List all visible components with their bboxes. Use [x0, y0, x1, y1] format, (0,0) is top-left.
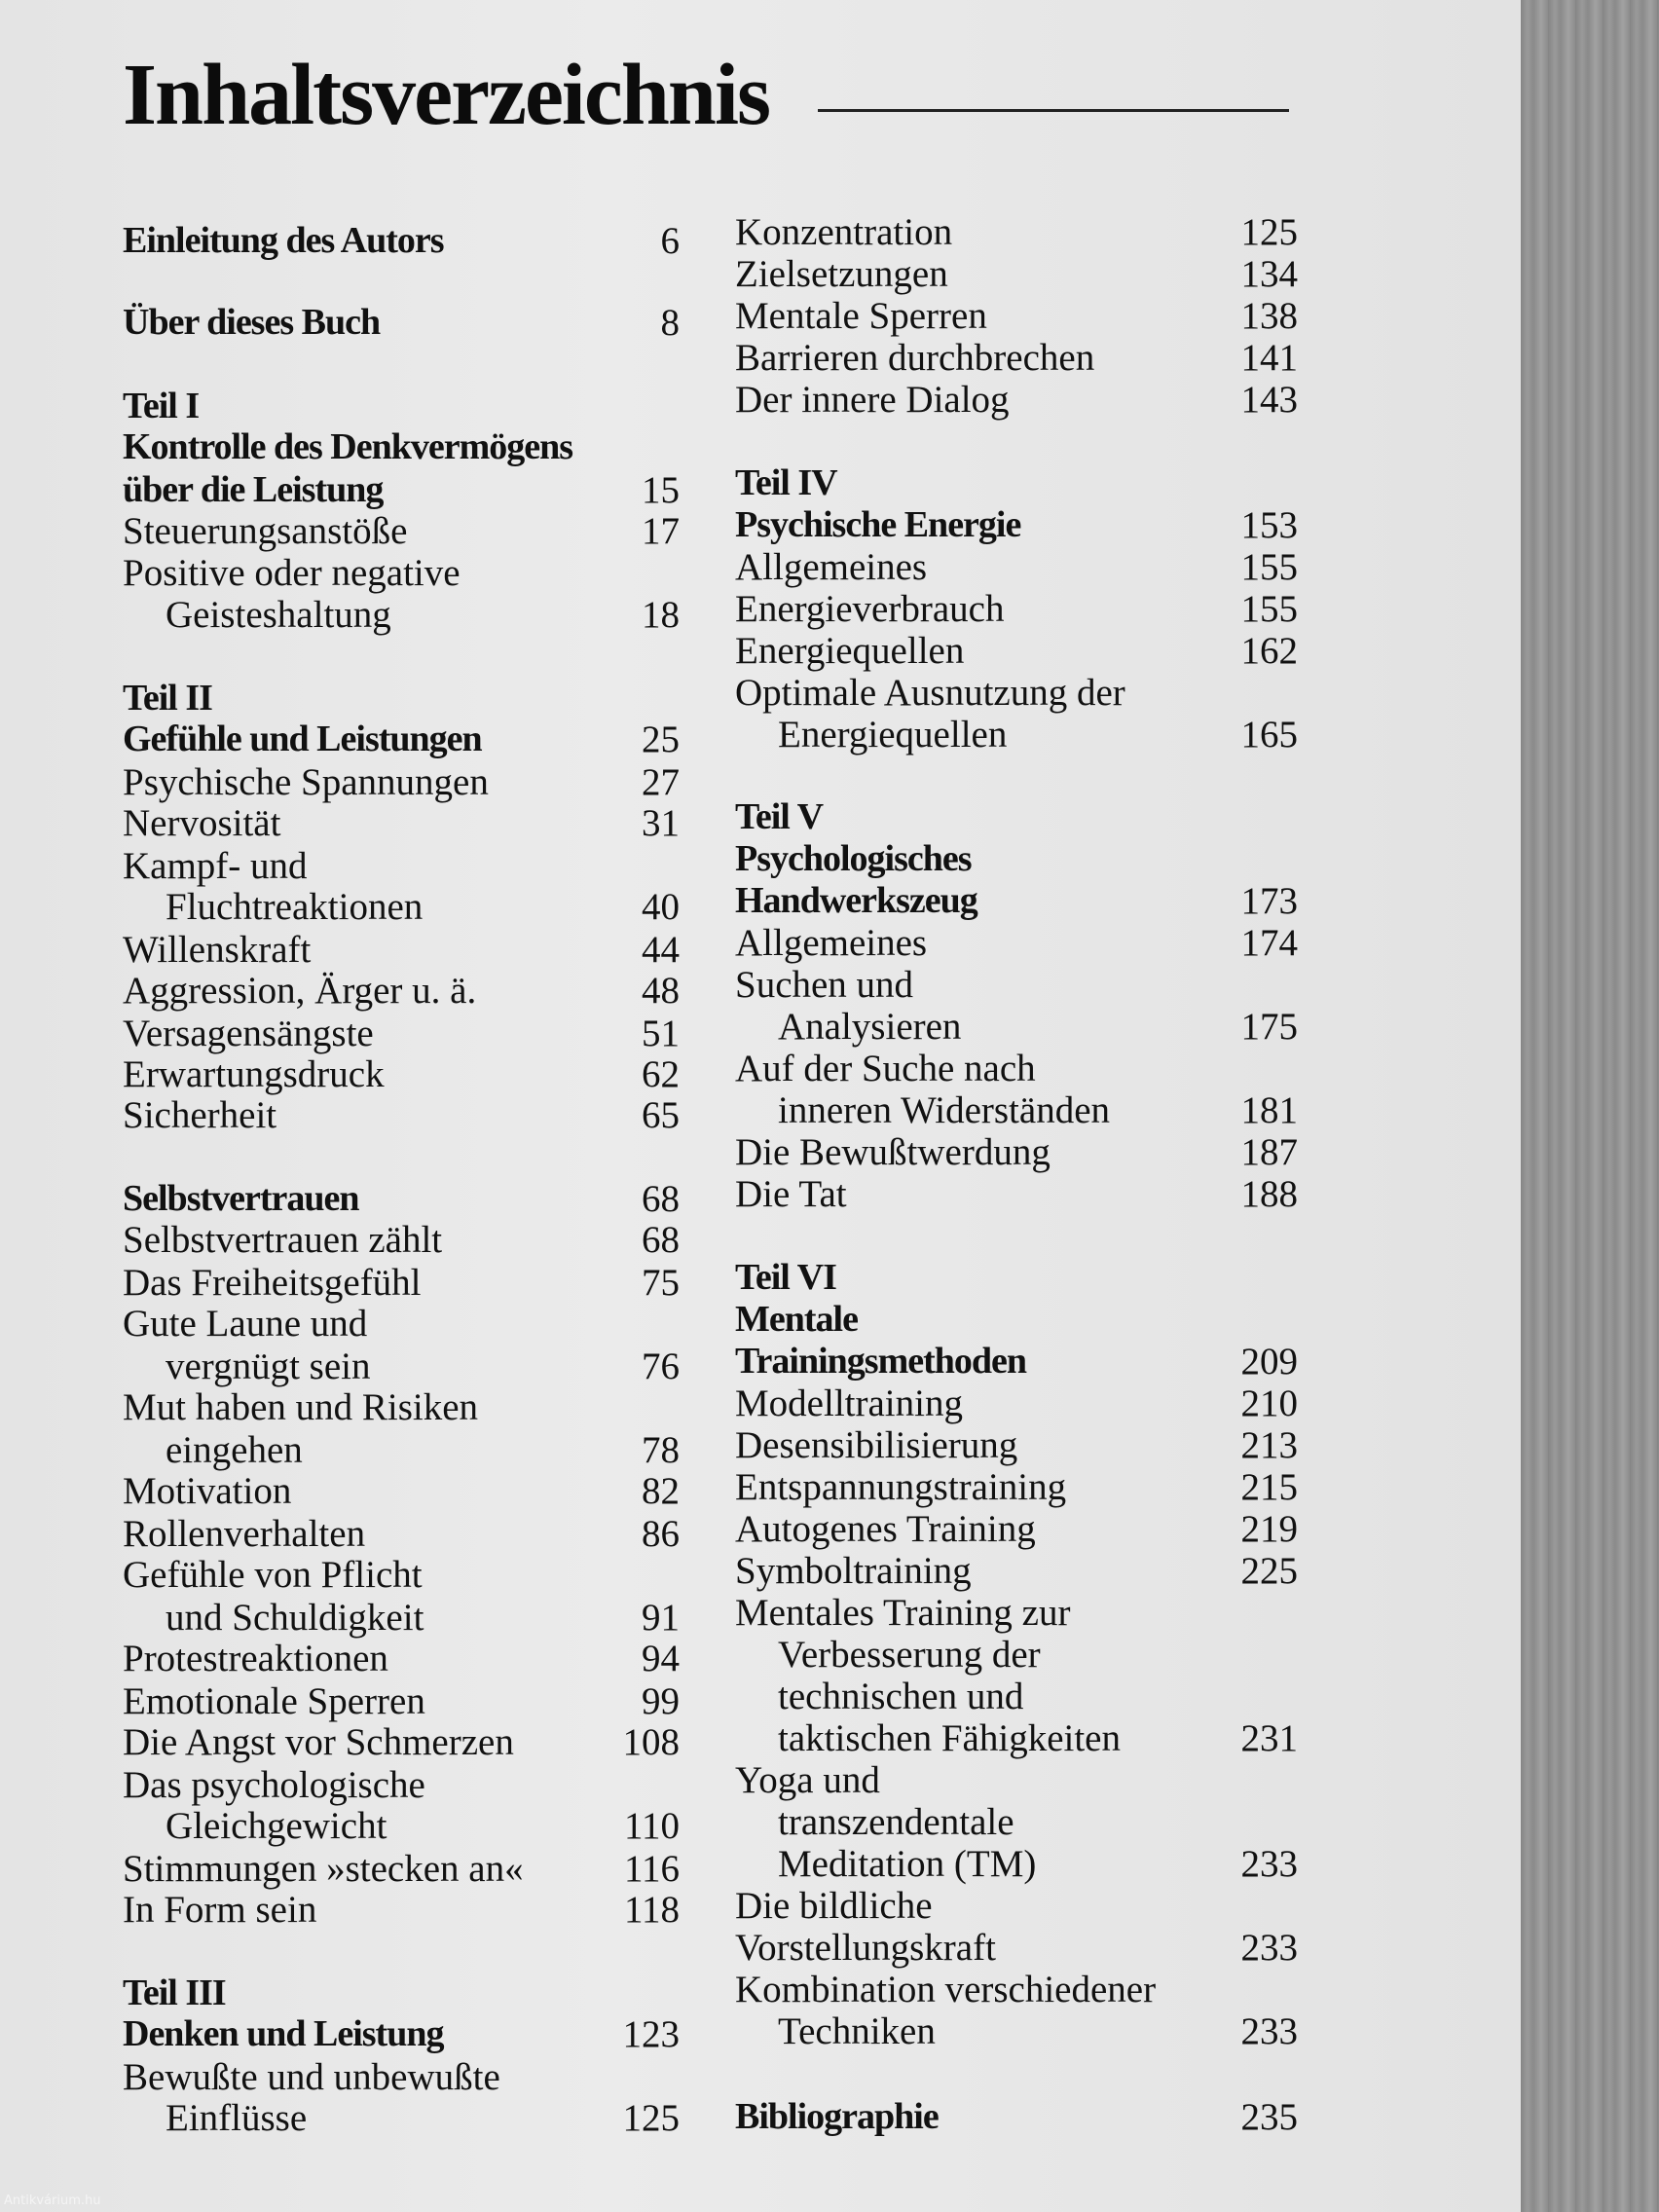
left-column-entry [123, 1889, 680, 1931]
entry-title: Mentale Sperren [735, 295, 987, 337]
entry-title: Gefühle von Pflicht [123, 1554, 423, 1596]
entry-title: taktischen Fähigkeiten [778, 1717, 1121, 1759]
entry-page-number: 18 [642, 594, 680, 636]
entry-title: Erwartungsdruck [123, 1053, 385, 1095]
entry-title: Der innere Dialog [735, 379, 1010, 421]
entry-page-number: 123 [622, 2013, 680, 2055]
right-column-entry [735, 1801, 1298, 1843]
entry-title: Trainingsmethoden [735, 1341, 1027, 1382]
right-column-entry [735, 1006, 1298, 1048]
title-rule [818, 109, 1289, 112]
left-column-entry [123, 302, 680, 344]
entry-title: Autogenes Training [735, 1508, 1036, 1550]
entry-title: technischen und [778, 1676, 1024, 1717]
entry-page-number: 94 [642, 1638, 680, 1679]
entry-title: über die Leistung [123, 469, 384, 510]
left-column-entry [123, 1262, 680, 1304]
entry-title: Einflüsse [166, 2097, 308, 2139]
entry-title: In Form sein [123, 1889, 317, 1931]
entry-page-number: 188 [1240, 1173, 1298, 1215]
entry-page-number: 213 [1240, 1424, 1298, 1466]
right-column-entry [735, 1676, 1298, 1717]
entry-page-number: 17 [642, 510, 680, 552]
left-column-entry [123, 929, 680, 971]
entry-title: Stimmungen »stecken an« [123, 1848, 524, 1890]
left-column-entry [123, 970, 680, 1012]
entry-title: Techniken [778, 2010, 936, 2052]
entry-page-number: 138 [1240, 295, 1298, 337]
wood-background [1521, 0, 1659, 2212]
left-column-entry [123, 1597, 680, 1639]
right-column-entry [735, 1927, 1298, 1969]
left-column-entry [123, 1513, 680, 1555]
right-column-entry [735, 546, 1298, 588]
entry-title: Motivation [123, 1470, 292, 1512]
entry-title: Zielsetzungen [735, 253, 948, 295]
entry-title: Gefühle und Leistungen [123, 719, 482, 759]
entry-page-number: 219 [1240, 1508, 1298, 1550]
entry-title: Verbesserung der [778, 1634, 1041, 1676]
entry-title: Denken und Leistung [123, 2013, 444, 2054]
entry-page-number: 15 [642, 469, 680, 511]
entry-page-number: 6 [660, 220, 680, 262]
right-column-entry [735, 1466, 1298, 1508]
right-column-entry [735, 630, 1298, 672]
left-column-entry [123, 2056, 680, 2098]
entry-title: eingehen [166, 1429, 303, 1471]
entry-title: Selbstvertrauen zählt [123, 1219, 443, 1261]
entry-title: Steuerungsanstöße [123, 510, 408, 552]
right-column-entry [735, 922, 1298, 964]
entry-page-number: 48 [642, 970, 680, 1012]
left-column-entry [123, 469, 680, 511]
right-column-entry [735, 1592, 1298, 1634]
entry-title: Das Freiheitsgefühl [123, 1262, 422, 1304]
entry-page-number: 225 [1240, 1550, 1298, 1592]
entry-page-number: 62 [642, 1053, 680, 1095]
right-column-entry [735, 796, 1298, 838]
entry-title: Modelltraining [735, 1382, 963, 1424]
entry-title: Energiequellen [778, 714, 1008, 756]
entry-title: Energiequellen [735, 630, 965, 672]
entry-page-number: 108 [622, 1721, 680, 1763]
entry-title: Konzentration [735, 211, 953, 253]
entry-page-number: 181 [1240, 1089, 1298, 1131]
left-column-entry [123, 719, 680, 760]
entry-title: Sicherheit [123, 1094, 277, 1136]
right-column-entry [735, 588, 1298, 630]
left-column-entry [123, 594, 680, 636]
entry-title: Rollenverhalten [123, 1513, 366, 1555]
entry-title: Kampf- und [123, 845, 308, 887]
right-column-entry [735, 1131, 1298, 1173]
left-column-entry [123, 678, 680, 719]
entry-title: Psychologisches [735, 838, 972, 879]
entry-page-number: 40 [642, 886, 680, 928]
right-column-entry [735, 379, 1298, 421]
entry-title: Optimale Ausnutzung der [735, 672, 1125, 714]
left-column-entry [123, 1303, 680, 1345]
entry-page-number: 86 [642, 1513, 680, 1555]
entry-title: Gleichgewicht [166, 1805, 387, 1847]
left-column-entry [123, 2097, 680, 2139]
entry-title: Yoga und [735, 1759, 880, 1801]
entry-page-number: 118 [623, 1889, 680, 1931]
right-column-entry [735, 1257, 1298, 1299]
right-column-entry [735, 964, 1298, 1006]
entry-title: Analysieren [778, 1006, 962, 1048]
entry-page-number: 209 [1240, 1341, 1298, 1382]
entry-page-number: 233 [1240, 1927, 1298, 1969]
right-column-entry [735, 714, 1298, 756]
entry-title: Mentale [735, 1299, 858, 1340]
entry-page-number: 75 [642, 1262, 680, 1304]
right-column-entry [735, 1382, 1298, 1424]
entry-title: Bewußte und unbewußte [123, 2056, 500, 2098]
entry-page-number: 68 [642, 1219, 680, 1261]
left-column-entry [123, 1680, 680, 1722]
entry-page-number: 65 [642, 1094, 680, 1136]
entry-title: Allgemeines [735, 546, 928, 588]
entry-page-number: 175 [1240, 1006, 1298, 1048]
entry-title: Mut haben und Risiken [123, 1386, 479, 1428]
entry-page-number: 44 [642, 929, 680, 971]
entry-title: Kontrolle des Denkvermögens [123, 426, 573, 467]
entry-page-number: 99 [642, 1680, 680, 1722]
right-column-entry [735, 504, 1298, 546]
entry-title: transzendentale [778, 1801, 1014, 1843]
entry-title: vergnügt sein [166, 1346, 371, 1387]
right-column-entry [735, 1048, 1298, 1089]
entry-page-number: 27 [642, 761, 680, 803]
left-column-entry [123, 510, 680, 552]
entry-title: Teil I [123, 386, 200, 426]
entry-title: Desensibilisierung [735, 1424, 1018, 1466]
entry-page-number: 141 [1240, 337, 1298, 379]
entry-page-number: 116 [623, 1848, 680, 1890]
entry-title: Die Angst vor Schmerzen [123, 1721, 514, 1763]
entry-page-number: 143 [1240, 379, 1298, 421]
left-column-entry [123, 1972, 680, 2014]
entry-title: Symboltraining [735, 1550, 972, 1592]
entry-page-number: 153 [1240, 504, 1298, 546]
page-title: Inhaltsverzeichnis [123, 47, 770, 143]
watermark: Antikvárium.hu [4, 2194, 101, 2208]
left-column-entry [123, 220, 680, 262]
left-column-entry [123, 1470, 680, 1512]
entry-page-number: 82 [642, 1470, 680, 1512]
right-column-entry [735, 2096, 1298, 2138]
entry-title: Handwerkszeug [735, 880, 977, 921]
entry-title: Aggression, Ärger u. ä. [123, 970, 477, 1012]
entry-page-number: 76 [642, 1346, 680, 1387]
entry-title: Protestreaktionen [123, 1638, 388, 1679]
entry-title: Über dieses Buch [123, 302, 381, 343]
entry-page-number: 110 [623, 1805, 680, 1847]
left-column-entry [123, 1178, 680, 1220]
entry-title: Das psychologische [123, 1764, 425, 1806]
left-column-entry [123, 1053, 680, 1095]
entry-page-number: 78 [642, 1429, 680, 1471]
entry-page-number: 91 [642, 1597, 680, 1639]
entry-page-number: 233 [1240, 2010, 1298, 2052]
left-column-entry [123, 761, 680, 803]
entry-title: Nervosität [123, 802, 281, 844]
entry-page-number: 233 [1240, 1843, 1298, 1885]
entry-page-number: 173 [1240, 880, 1298, 922]
left-column-entry [123, 1848, 680, 1890]
entry-title: Willenskraft [123, 929, 312, 971]
left-column-entry [123, 1805, 680, 1847]
left-column-entry [123, 1721, 680, 1763]
entry-title: Die Bewußtwerdung [735, 1131, 1051, 1173]
entry-title: Selbstvertrauen [123, 1178, 359, 1219]
entry-title: Suchen und [735, 964, 914, 1006]
left-column-entry [123, 1386, 680, 1428]
entry-page-number: 125 [1240, 211, 1298, 253]
left-column-entry [123, 1219, 680, 1261]
entry-title: Positive oder negative [123, 552, 461, 594]
entry-title: Vorstellungskraft [735, 1927, 996, 1969]
right-column-entry [735, 295, 1298, 337]
entry-page-number: 8 [660, 302, 680, 344]
right-column-entry [735, 1341, 1298, 1382]
right-column-entry [735, 1299, 1298, 1341]
right-column-entry [735, 1885, 1298, 1927]
entry-title: Meditation (TM) [778, 1843, 1037, 1885]
entry-page-number: 31 [642, 802, 680, 844]
entry-page-number: 125 [622, 2097, 680, 2139]
right-column-entry [735, 1843, 1298, 1885]
entry-title: Entspannungstraining [735, 1466, 1067, 1508]
right-column-entry [735, 1173, 1298, 1215]
left-column-entry [123, 1554, 680, 1596]
left-column-entry [123, 1638, 680, 1679]
left-column-entry [123, 1094, 680, 1136]
left-column-entry [123, 1764, 680, 1806]
entry-title: Geisteshaltung [166, 594, 391, 636]
right-column-entry [735, 462, 1298, 504]
entry-title: inneren Widerständen [778, 1089, 1111, 1131]
right-column-entry [735, 1717, 1298, 1759]
left-column-entry [123, 426, 680, 468]
entry-title: und Schuldigkeit [166, 1597, 424, 1639]
right-column-entry [735, 838, 1298, 880]
right-column-entry [735, 1508, 1298, 1550]
entry-page-number: 162 [1240, 630, 1298, 672]
right-column-entry [735, 672, 1298, 714]
left-column-entry [123, 386, 680, 427]
entry-page-number: 210 [1240, 1382, 1298, 1424]
entry-title: Emotionale Sperren [123, 1680, 425, 1722]
entry-page-number: 155 [1240, 588, 1298, 630]
right-column-entry [735, 1089, 1298, 1131]
entry-page-number: 134 [1240, 253, 1298, 295]
right-column-entry [735, 1424, 1298, 1466]
entry-title: Die Tat [735, 1173, 847, 1215]
left-column-entry [123, 1429, 680, 1471]
entry-title: Teil V [735, 796, 824, 837]
left-column-entry [123, 1346, 680, 1387]
right-column-entry [735, 253, 1298, 295]
left-column-entry [123, 2013, 680, 2055]
right-column-entry [735, 337, 1298, 379]
right-column-entry [735, 880, 1298, 922]
entry-title: Teil II [123, 678, 212, 719]
entry-title: Mentales Training zur [735, 1592, 1071, 1634]
right-column-entry [735, 1550, 1298, 1592]
right-column-entry [735, 1634, 1298, 1676]
entry-title: Kombination verschiedener [735, 1969, 1157, 2010]
entry-title: Energieverbrauch [735, 588, 1005, 630]
entry-page-number: 51 [642, 1013, 680, 1054]
entry-title: Versagensängste [123, 1013, 374, 1054]
left-column-entry [123, 802, 680, 844]
entry-title: Fluchtreaktionen [166, 886, 424, 928]
entry-page-number: 187 [1240, 1131, 1298, 1173]
entry-title: Die bildliche [735, 1885, 933, 1927]
entry-page-number: 174 [1240, 922, 1298, 964]
entry-title: Teil III [123, 1972, 226, 2013]
entry-page-number: 231 [1240, 1717, 1298, 1759]
entry-title: Auf der Suche nach [735, 1048, 1036, 1089]
entry-page-number: 25 [642, 719, 680, 760]
right-column-entry [735, 211, 1298, 253]
left-column-entry [123, 886, 680, 928]
left-column-entry [123, 1013, 680, 1054]
entry-title: Teil IV [735, 462, 837, 503]
entry-title: Teil VI [735, 1257, 836, 1298]
right-column-entry [735, 2010, 1298, 2052]
entry-page-number: 68 [642, 1178, 680, 1220]
right-column-entry [735, 1969, 1298, 2010]
entry-title: Bibliographie [735, 2096, 939, 2137]
entry-title: Psychische Spannungen [123, 761, 489, 803]
entry-page-number: 215 [1240, 1466, 1298, 1508]
entry-page-number: 165 [1240, 714, 1298, 756]
entry-title: Allgemeines [735, 922, 928, 964]
entry-page-number: 235 [1240, 2096, 1298, 2138]
left-column-entry [123, 845, 680, 887]
right-column-entry [735, 1759, 1298, 1801]
entry-title: Gute Laune und [123, 1303, 368, 1345]
entry-title: Einleitung des Autors [123, 220, 444, 261]
left-column-entry [123, 552, 680, 594]
entry-page-number: 155 [1240, 546, 1298, 588]
entry-title: Barrieren durchbrechen [735, 337, 1095, 379]
entry-title: Psychische Energie [735, 504, 1021, 545]
